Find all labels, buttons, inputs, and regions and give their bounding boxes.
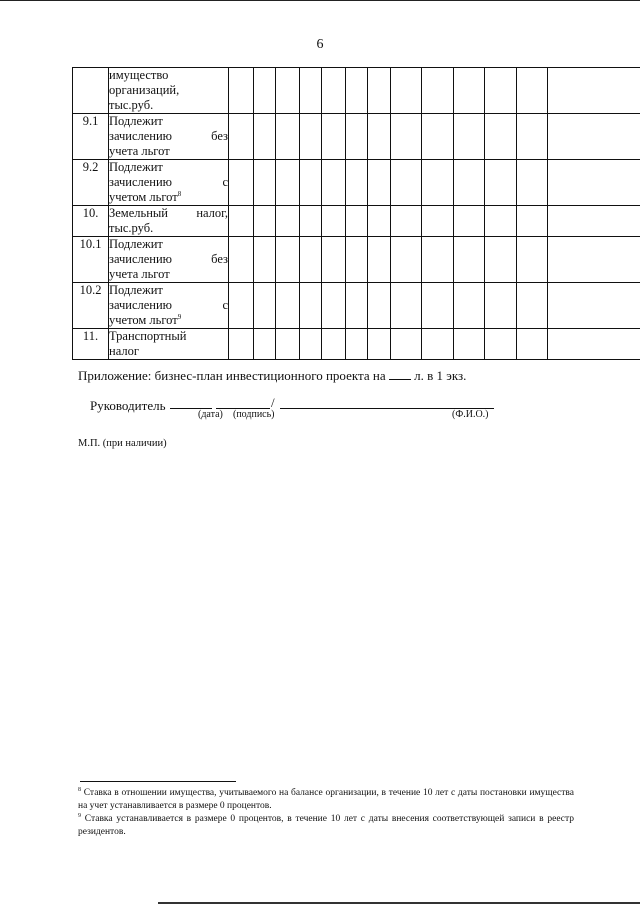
row-label-line	[109, 344, 228, 359]
value-cell	[517, 68, 548, 114]
stamp-note: М.П. (при наличии)	[78, 438, 167, 449]
value-cell	[391, 283, 422, 329]
row-label-line	[109, 98, 228, 113]
value-cell	[454, 68, 485, 114]
value-cell	[346, 237, 368, 283]
footnote-ref: 9	[177, 313, 182, 321]
value-cell	[548, 206, 640, 237]
value-cell	[322, 206, 346, 237]
row-label-text: учетом льгот	[109, 190, 178, 204]
value-cell	[485, 237, 517, 283]
value-cell	[485, 68, 517, 114]
value-cell	[276, 206, 300, 237]
row-label-text: тыс.руб.	[109, 98, 154, 112]
value-cell	[368, 283, 391, 329]
value-cell	[276, 237, 300, 283]
footnote-8	[78, 787, 574, 812]
page-number: 6	[316, 37, 324, 52]
row-label-line	[109, 237, 228, 252]
value-cell	[454, 283, 485, 329]
value-cell	[454, 206, 485, 237]
value-cell	[276, 283, 300, 329]
row-label-text: организаций,	[109, 83, 180, 97]
row-label-line	[109, 298, 228, 313]
row-label-text: налог	[109, 344, 139, 358]
value-cell	[391, 114, 422, 160]
value-cell	[346, 160, 368, 206]
value-cell	[548, 283, 640, 329]
head-label: Руководитель	[90, 398, 166, 413]
value-cell	[548, 237, 640, 283]
signature-slash: /	[271, 395, 275, 410]
value-cell	[229, 237, 254, 283]
row-number: 11.	[73, 329, 109, 360]
row-label-line	[109, 68, 228, 83]
value-cell	[368, 114, 391, 160]
value-cell	[517, 329, 548, 360]
value-cell	[322, 114, 346, 160]
value-cell	[391, 68, 422, 114]
row-number	[73, 68, 109, 114]
table-row	[73, 206, 640, 237]
value-cell	[254, 206, 276, 237]
value-cell	[346, 206, 368, 237]
row-label-text: зачислению без	[109, 252, 228, 266]
value-cell	[391, 237, 422, 283]
value-cell	[517, 114, 548, 160]
row-label	[109, 283, 229, 329]
row-label	[109, 68, 229, 114]
value-cell	[300, 206, 322, 237]
row-label-text: учетом льгот	[109, 313, 178, 327]
value-cell	[229, 206, 254, 237]
value-cell	[454, 114, 485, 160]
value-cell	[300, 160, 322, 206]
row-number: 9.2	[73, 160, 109, 206]
row-label-line	[109, 313, 228, 328]
value-cell	[368, 206, 391, 237]
value-cell	[485, 206, 517, 237]
value-cell	[454, 237, 485, 283]
value-cell	[548, 329, 640, 360]
value-cell	[254, 237, 276, 283]
row-number: 10.2	[73, 283, 109, 329]
table-row	[73, 68, 640, 114]
signature-caption: (подпись)	[233, 409, 275, 420]
appendix-text-end: л. в 1 экз.	[414, 368, 467, 383]
value-cell	[229, 283, 254, 329]
top-edge-line	[0, 0, 640, 1]
value-cell	[391, 329, 422, 360]
footnote-marker: 9	[78, 813, 81, 819]
value-cell	[368, 237, 391, 283]
row-number: 10.	[73, 206, 109, 237]
row-number: 9.1	[73, 114, 109, 160]
value-cell	[276, 114, 300, 160]
footnote-marker: 8	[78, 787, 81, 793]
value-cell	[485, 329, 517, 360]
row-label-line	[109, 144, 228, 159]
value-cell	[454, 329, 485, 360]
value-cell	[254, 114, 276, 160]
value-cell	[229, 114, 254, 160]
value-cell	[229, 329, 254, 360]
value-cell	[422, 114, 454, 160]
footnote-text: Ставка в отношении имущества, учитываемого на балансе организации, в течение 10 лет с даты постановки имущества на учет устанавливается в размере 0 процентов.	[78, 788, 575, 811]
value-cell	[300, 68, 322, 114]
row-label-text: зачислению без	[109, 129, 228, 143]
appendix-line	[78, 368, 466, 384]
value-cell	[454, 160, 485, 206]
value-cell	[322, 68, 346, 114]
footnote-text: Ставка устанавливается в размере 0 процентов, в течение 10 лет с даты внесения соответствующей записи в реестр резидентов.	[78, 814, 575, 837]
name-caption: (Ф.И.О.)	[452, 409, 489, 420]
row-label-line	[109, 175, 228, 190]
row-label-line	[109, 114, 228, 129]
row-label-text: Подлежит	[109, 160, 163, 174]
row-label-text: тыс.руб.	[109, 221, 154, 235]
row-label-line	[109, 160, 228, 175]
value-cell	[229, 160, 254, 206]
bottom-edge-line	[158, 902, 640, 904]
value-cell	[517, 237, 548, 283]
value-cell	[276, 160, 300, 206]
row-label-text: учета льгот	[109, 144, 170, 158]
value-cell	[422, 283, 454, 329]
value-cell	[391, 160, 422, 206]
value-cell	[322, 329, 346, 360]
row-label-text: Подлежит	[109, 114, 163, 128]
value-cell	[422, 237, 454, 283]
value-cell	[346, 283, 368, 329]
value-cell	[422, 206, 454, 237]
footnote-separator	[80, 781, 236, 782]
value-cell	[276, 329, 300, 360]
value-cell	[422, 68, 454, 114]
value-cell	[322, 283, 346, 329]
table-body	[73, 68, 640, 360]
value-cell	[229, 68, 254, 114]
row-label-text: учета льгот	[109, 267, 170, 281]
row-label-text: Подлежит	[109, 237, 163, 251]
row-label	[109, 329, 229, 360]
value-cell	[276, 68, 300, 114]
value-cell	[485, 283, 517, 329]
indicators-table	[72, 67, 640, 360]
value-cell	[346, 114, 368, 160]
value-cell	[485, 114, 517, 160]
row-label	[109, 114, 229, 160]
value-cell	[300, 237, 322, 283]
table-row	[73, 329, 640, 360]
footnote-9	[78, 813, 574, 838]
sheet-count-blank	[389, 368, 411, 380]
value-cell	[368, 160, 391, 206]
value-cell	[254, 160, 276, 206]
table-row	[73, 283, 640, 329]
row-number: 10.1	[73, 237, 109, 283]
row-label-line	[109, 329, 228, 344]
table-row	[73, 237, 640, 283]
row-label	[109, 206, 229, 237]
value-cell	[346, 68, 368, 114]
value-cell	[368, 329, 391, 360]
value-cell	[322, 160, 346, 206]
row-label-line	[109, 83, 228, 98]
signature-row	[90, 398, 166, 414]
row-label-line	[109, 283, 228, 298]
table-row	[73, 160, 640, 206]
value-cell	[485, 160, 517, 206]
value-cell	[368, 68, 391, 114]
value-cell	[300, 329, 322, 360]
row-label-line	[109, 129, 228, 144]
row-label-line	[109, 206, 228, 221]
value-cell	[322, 237, 346, 283]
table-row	[73, 114, 640, 160]
value-cell	[346, 329, 368, 360]
row-label-line	[109, 190, 228, 205]
row-label-text: имущество	[109, 68, 169, 82]
row-label-text: Подлежит	[109, 283, 163, 297]
row-label-line	[109, 252, 228, 267]
row-label-text: зачислению с	[109, 175, 228, 189]
value-cell	[548, 68, 640, 114]
value-cell	[517, 283, 548, 329]
footnote-ref: 8	[177, 190, 182, 198]
value-cell	[548, 160, 640, 206]
value-cell	[300, 283, 322, 329]
value-cell	[391, 206, 422, 237]
value-cell	[254, 68, 276, 114]
value-cell	[422, 160, 454, 206]
value-cell	[300, 114, 322, 160]
value-cell	[254, 283, 276, 329]
row-label	[109, 160, 229, 206]
row-label-text: Транспортный	[109, 329, 187, 343]
date-caption: (дата)	[198, 409, 223, 420]
row-label-line	[109, 267, 228, 282]
value-cell	[422, 329, 454, 360]
value-cell	[517, 160, 548, 206]
row-label-line	[109, 221, 228, 236]
value-cell	[517, 206, 548, 237]
appendix-text: Приложение: бизнес-план инвестиционного проекта на	[78, 368, 386, 383]
value-cell	[254, 329, 276, 360]
row-label	[109, 237, 229, 283]
row-label-text: зачислению с	[109, 298, 228, 312]
value-cell	[548, 114, 640, 160]
row-label-text: Земельный налог,	[109, 206, 228, 220]
